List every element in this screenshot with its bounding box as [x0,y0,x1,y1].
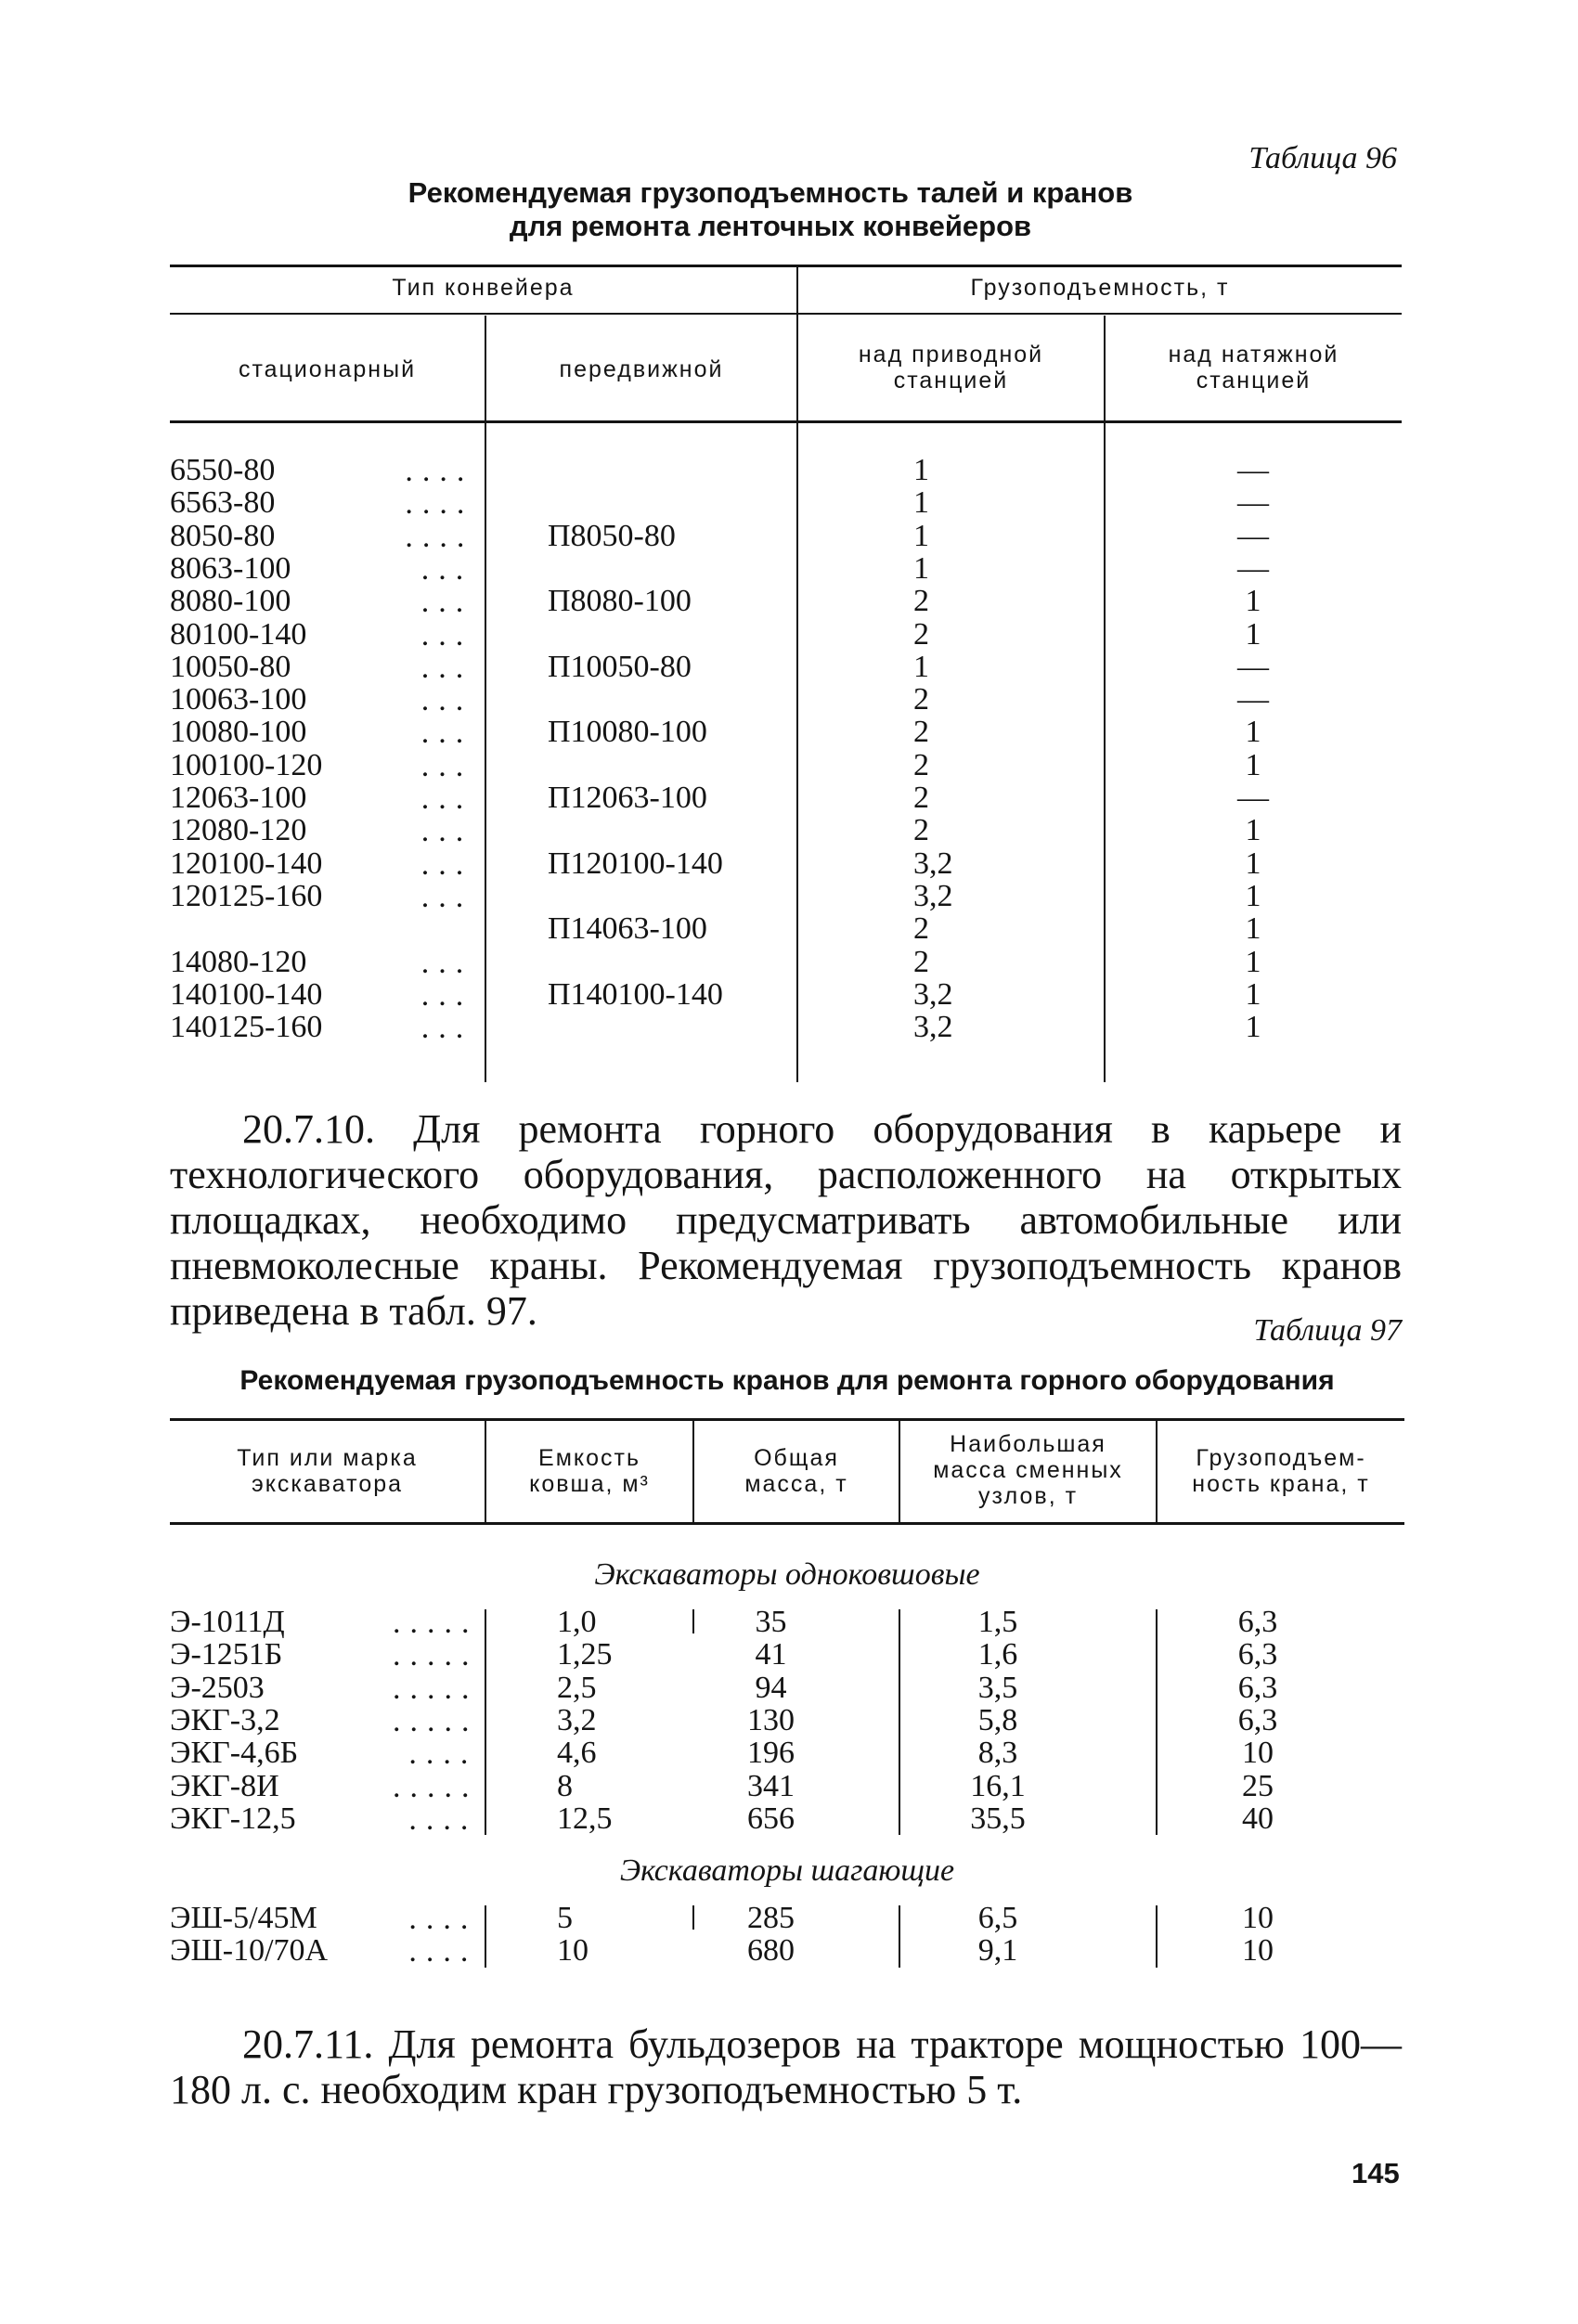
table97-cell-mass: 41 [755,1637,787,1672]
table97-cell-crane: 6,3 [1237,1605,1278,1639]
table96-cell-tension: — [1237,453,1269,487]
dot-leader: ... [420,846,473,882]
table97-cell-units: 1,5 [977,1605,1018,1639]
table97-cell-crane: 40 [1242,1801,1274,1836]
table96-cell-stationary: 8080-100 [170,584,291,619]
table97-cell-mass: 94 [755,1670,787,1705]
table96-cell-drive: 1 [913,649,929,684]
paragraph-20-7-10-text: 20.7.10. Для ремонта горного оборудования в карьере и технологического оборудования, расположенного на открытых площадках, необходимо предусматривать автомобильные или пневмоколесные краны. Рекомендуемая грузоподъемность кранов приведена в табл. 97. [170,1106,1402,1334]
table97-cell-crane: 10 [1242,1901,1274,1936]
table97-cell-type: Э-1011Д [170,1605,285,1639]
table96-cell-stationary: 140100-140 [170,976,323,1012]
table96-cell-stationary: 10063-100 [170,682,307,717]
table96-cell-tension: 1 [1245,1010,1261,1045]
dot-leader: .... [408,1801,478,1837]
table96-cell-drive: 3,2 [913,1010,953,1045]
table96-cell-stationary: 8050-80 [170,518,276,553]
dot-leader: ... [420,1011,473,1046]
table97-cell-mass: 130 [747,1702,795,1737]
table97-header-crane: Грузоподъем- ность крана, т [1192,1445,1370,1497]
table97-column-rule [1156,1905,1158,1968]
table97-cell-type: Э-2503 [170,1670,265,1705]
table96-cell-drive: 3,2 [913,976,953,1012]
table96-cell-stationary: 120125-160 [170,878,323,913]
table97-cell-type: ЭКГ-8И [170,1768,279,1803]
table97-cell-mass: 285 [747,1901,795,1936]
table97-cell-crane: 6,3 [1237,1702,1278,1737]
table96-cell-tension: 1 [1245,747,1261,782]
table96-cell-tension: 1 [1245,976,1261,1012]
table97-cell-units: 8,3 [977,1736,1018,1771]
table96-cell-mobile: П12063-100 [548,781,707,815]
table96-cell-tension: — [1237,485,1269,521]
dot-leader: .... [408,1737,478,1772]
table97-label: Таблица 97 [1253,1313,1402,1348]
table96-header-type: Тип конвейера [392,275,575,301]
table97-cell-mass: 341 [747,1768,795,1803]
table96-cell-mobile: П120100-140 [548,846,723,881]
table96-title-line2: для ремонта ленточных конвейеров [509,210,1032,242]
table97-title: Рекомендуемая грузоподъемность кранов для ремонта горного оборудования [239,1365,1335,1396]
table96-cell-tension: 1 [1245,846,1261,881]
table96-cell-mobile: П14063-100 [548,911,707,947]
table96-cell-stationary: 10080-100 [170,715,307,750]
table97-column-rule [485,1905,486,1968]
table96-cell-drive: 3,2 [913,878,953,913]
table96-body-vline-1 [485,423,486,1082]
table97-cell-type: ЭШ-5/45М [170,1901,317,1936]
table96-cell-stationary: 6563-80 [170,485,276,521]
dot-leader: ... [420,781,473,816]
table97-group-caption: Экскаваторы шагающие [619,1853,955,1889]
table97-cell-type: ЭКГ-4,6Б [170,1736,299,1771]
table97-cell-units: 5,8 [977,1702,1018,1737]
table97-cell-crane: 6,3 [1237,1670,1278,1705]
table97-cell-crane: 10 [1242,1736,1274,1771]
table97-cell-mass: 680 [747,1933,795,1969]
dot-leader: ..... [393,1671,479,1706]
table97-column-rule [485,1609,486,1835]
table97-cell-mass: 35 [755,1605,787,1639]
table97-cell-bucket: 1,0 [557,1605,597,1639]
table96-cell-drive: 2 [913,584,929,619]
table96-cell-drive: 3,2 [913,846,953,881]
table96-cell-mobile: П10050-80 [548,649,692,684]
table96-header-drive: над приводной станцией [858,342,1044,394]
table96-cell-tension: 1 [1245,911,1261,947]
table97-cell-mass: 196 [747,1736,795,1771]
table96-cell-tension: 1 [1245,616,1261,652]
dot-leader: ..... [393,1638,479,1673]
table97-header-bucket: Емкость ковша, м³ [529,1445,650,1497]
table97-cell-bucket: 2,5 [557,1670,597,1705]
table96-header-mobile: передвижной [559,356,724,382]
table96-cell-drive: 1 [913,485,929,521]
table96-cell-drive: 2 [913,715,929,750]
dot-leader: ..... [393,1769,479,1804]
paragraph-20-7-11-text: 20.7.11. Для ремонта бульдозеров на тракторе мощностью 100—180 л. с. необходим кран грузоподъемностью 5 т. [170,2021,1402,2112]
dot-leader: ... [420,683,473,718]
dot-leader: ... [420,879,473,914]
table97-cell-crane: 6,3 [1237,1637,1278,1672]
table96-cell-stationary: 14080-120 [170,944,307,979]
table96-cell-drive: 2 [913,682,929,717]
table97-cell-crane: 25 [1242,1768,1274,1803]
table96-label: Таблица 96 [1248,141,1397,175]
table96-cell-tension: 1 [1245,813,1261,848]
table96-group-rule-right [798,313,1402,315]
table97-header-rule [170,1522,1404,1525]
dot-leader: ... [420,814,473,849]
table97-cell-bucket: 5 [557,1901,573,1936]
table96-cell-tension: — [1237,550,1269,586]
table96-cell-drive: 2 [913,747,929,782]
table97-cell-bucket: 4,6 [557,1736,597,1771]
dot-leader: .... [405,486,474,522]
table96-cell-drive: 1 [913,453,929,487]
dot-leader: ... [420,716,473,751]
dot-leader: ... [420,585,473,620]
table97-cell-type: ЭКГ-12,5 [170,1801,296,1836]
table96-cell-stationary: 140125-160 [170,1010,323,1045]
table97-top-rule [170,1418,1404,1421]
table97-column-rule [899,1905,900,1968]
dot-leader: .... [408,1934,478,1969]
table96-cell-tension: — [1237,518,1269,553]
table97-cell-units: 3,5 [977,1670,1018,1705]
table97-cell-bucket: 3,2 [557,1702,597,1737]
table96-body-vline-3 [1104,423,1106,1082]
table97-column-rule [899,1609,900,1835]
table96-cell-mobile: П140100-140 [548,976,723,1012]
dot-leader: ..... [393,1606,479,1640]
table96-cell-drive: 2 [913,944,929,979]
table97-cell-mass: 656 [747,1801,795,1836]
table97-cell-units: 6,5 [977,1901,1018,1936]
table97-cell-bucket: 1,25 [557,1637,613,1672]
table97-column-rule [1156,1609,1158,1835]
table97-header-mass: Общая масса, т [744,1445,848,1497]
table96-body-vline-2 [796,423,798,1082]
dot-leader: ... [420,650,473,685]
table96-cell-tension: 1 [1245,584,1261,619]
table96-cell-tension: — [1237,649,1269,684]
table97-cell-bucket: 10 [557,1933,589,1969]
table96-header-capacity: Грузоподъемность, т [970,275,1230,301]
table96-top-rule [170,265,1402,267]
table96-cell-stationary: 12063-100 [170,781,307,815]
table96-cell-drive: 1 [913,550,929,586]
table97-cell-type: ЭКГ-3,2 [170,1702,280,1737]
table96-cell-stationary: 6550-80 [170,453,276,487]
table96-cell-stationary: 80100-140 [170,616,307,652]
table97-column-rule [692,1609,694,1633]
table97-cell-units: 16,1 [970,1768,1026,1803]
table96-cell-drive: 2 [913,616,929,652]
table96-cell-tension: 1 [1245,878,1261,913]
table96-cell-drive: 2 [913,911,929,947]
table97-header-units: Наибольшая масса сменных узлов, т [933,1431,1123,1509]
table96-header-rule [170,420,1402,423]
table96-cell-stationary: 10050-80 [170,649,291,684]
dot-leader: ... [420,551,473,587]
dot-leader: ... [420,617,473,652]
table96-cell-drive: 2 [913,813,929,848]
table96-header-stationary: стационарный [238,356,417,382]
table97-cell-type: Э-1251Б [170,1637,283,1672]
table97-cell-units: 35,5 [970,1801,1026,1836]
table96-cell-stationary: 120100-140 [170,846,323,881]
table97-cell-bucket: 8 [557,1768,573,1803]
dot-leader: .... [405,454,474,488]
table96-cell-stationary: 100100-120 [170,747,323,782]
paragraph-20-7-11 [170,2021,1402,2112]
table96-header-tension: над натяжной станцией [1168,342,1339,394]
table96-cell-tension: — [1237,682,1269,717]
table96-cell-drive: 2 [913,781,929,815]
table97-header-type: Тип или марка экскаватора [237,1445,418,1497]
table97-cell-type: ЭШ-10/70А [170,1933,329,1969]
table97-cell-bucket: 12,5 [557,1801,613,1836]
table96-cell-stationary: 12080-120 [170,813,307,848]
dot-leader: ... [420,748,473,783]
page-number: 145 [1352,2157,1400,2189]
table97-column-rule [692,1905,694,1930]
table96-cell-tension: 1 [1245,715,1261,750]
table96-title-line1: Рекомендуемая грузоподъемность талей и кранов [407,176,1133,209]
paragraph-20-7-10 [170,1106,1402,1334]
table97-cell-units: 9,1 [977,1933,1018,1969]
table96-group-rule-left [170,313,796,315]
table96-cell-mobile: П10080-100 [548,715,707,750]
dot-leader: ... [420,945,473,980]
table96-cell-drive: 1 [913,518,929,553]
table97-cell-units: 1,6 [977,1637,1018,1672]
table96-cell-stationary: 8063-100 [170,550,291,586]
dot-leader: .... [405,519,474,554]
table97-cell-crane: 10 [1242,1933,1274,1969]
table96-cell-tension: 1 [1245,944,1261,979]
dot-leader: ..... [393,1703,479,1738]
table96-cell-mobile: П8080-100 [548,584,692,619]
table96-cell-mobile: П8050-80 [548,518,676,553]
table97-group-caption: Экскаваторы одноковшовые [594,1557,980,1592]
dot-leader: ... [420,977,473,1013]
dot-leader: .... [408,1902,478,1937]
table96-cell-tension: — [1237,781,1269,815]
